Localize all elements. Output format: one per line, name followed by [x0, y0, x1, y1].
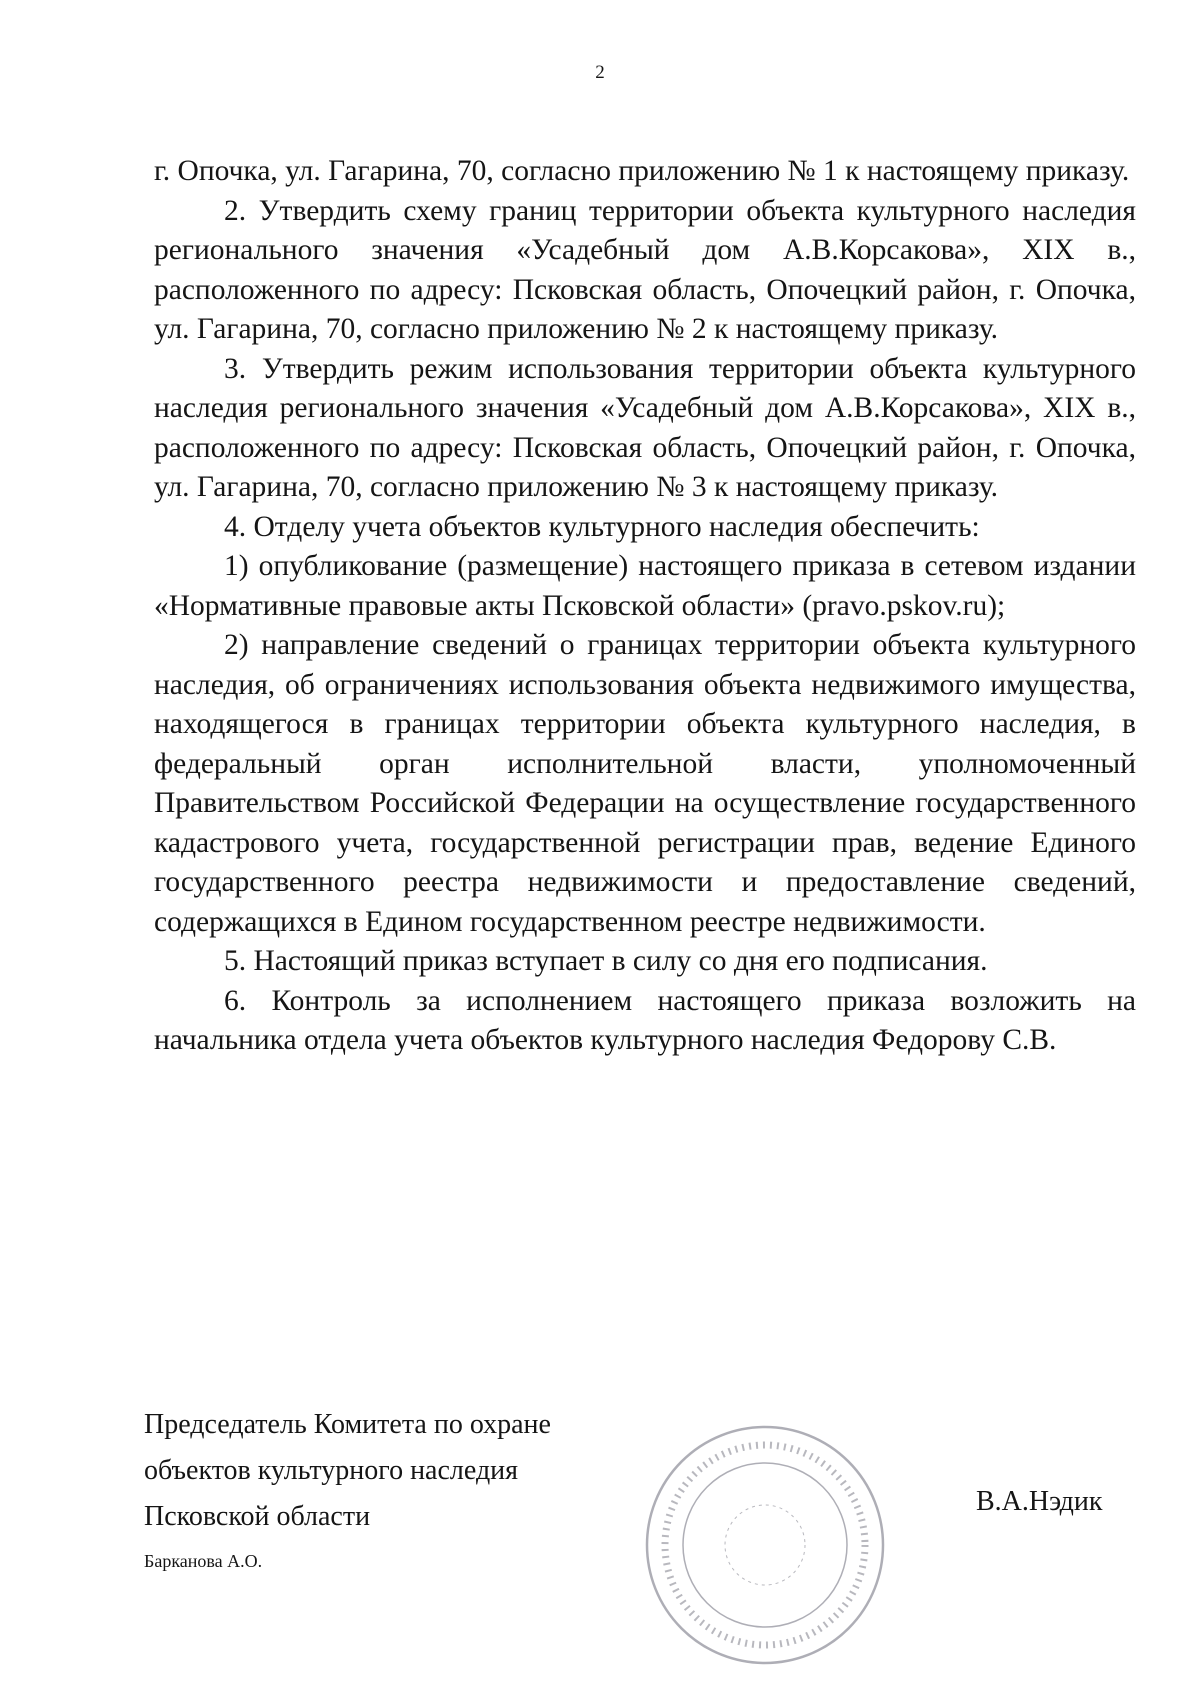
paragraph-2: 2. Утвердить схему границ территории объекта культурного наследия регионального значения «Усадебный дом А.В.Корсакова», XIX в., расположенного по адресу: Псковская область, Опочецкий район, г. Опочка, ул. Гагарина, 70, согласно приложению № 2 к настоящему приказу. [154, 194, 1136, 345]
signer-title-line-2: объектов культурного наследия [144, 1455, 519, 1486]
paragraph-6: 2) направление сведений о границах территории объекта культурного наследия, об ограничениях использования объекта недвижимого имущества, находящегося в границах территории объекта культурного наследия, в федеральный орган исполнительной власти, уполномоченный Правительством Российской Федерации на осуществление государственного кадастрового учета, государственной регистрации прав, ведение Единого государственного реестра недвижимости и предоставление сведений, содержащихся в Едином государственном реестре недвижимости. [154, 629, 1136, 938]
paragraph-7: 5. Настоящий приказ вступает в силу со дня его подписания. [224, 945, 988, 977]
signature-block [144, 1402, 551, 1540]
seal-inner-ring [683, 1463, 847, 1627]
seal-text-band [665, 1445, 865, 1645]
page-number: 2 [595, 62, 605, 83]
signer-title-line-1: Председатель Комитета по охране [144, 1409, 551, 1440]
seal-center-ring [725, 1505, 805, 1585]
document-body [154, 152, 1136, 1061]
paragraph-1: г. Опочка, ул. Гагарина, 70, согласно приложению № 1 к настоящему приказу. [154, 155, 1130, 187]
paragraph-3: 3. Утвердить режим использования территории объекта культурного наследия регионального значения «Усадебный дом А.В.Корсакова», XIX в., расположенного по адресу: Псковская область, Опочецкий район, г. Опочка, ул. Гагарина, 70, согласно приложению № 3 к настоящему приказу. [154, 352, 1136, 503]
paragraph-5: 1) опубликование (размещение) настоящего приказа в сетевом издании «Нормативные правовые акты Псковской области» (pravo.pskov.ru); [154, 550, 1136, 622]
paragraph-4: 4. Отделу учета объектов культурного наследия обеспечить: [224, 510, 980, 543]
signer-title-line-3: Псковской области [144, 1501, 371, 1532]
signer-name: В.А.Нэдик [976, 1486, 1103, 1517]
executor-name: Барканова А.О. [144, 1551, 263, 1571]
official-seal-icon [640, 1420, 890, 1670]
paragraph-8: 6. Контроль за исполнением настоящего приказа возложить на начальника отдела учета объектов культурного наследия Федорову С.В. [154, 984, 1136, 1056]
